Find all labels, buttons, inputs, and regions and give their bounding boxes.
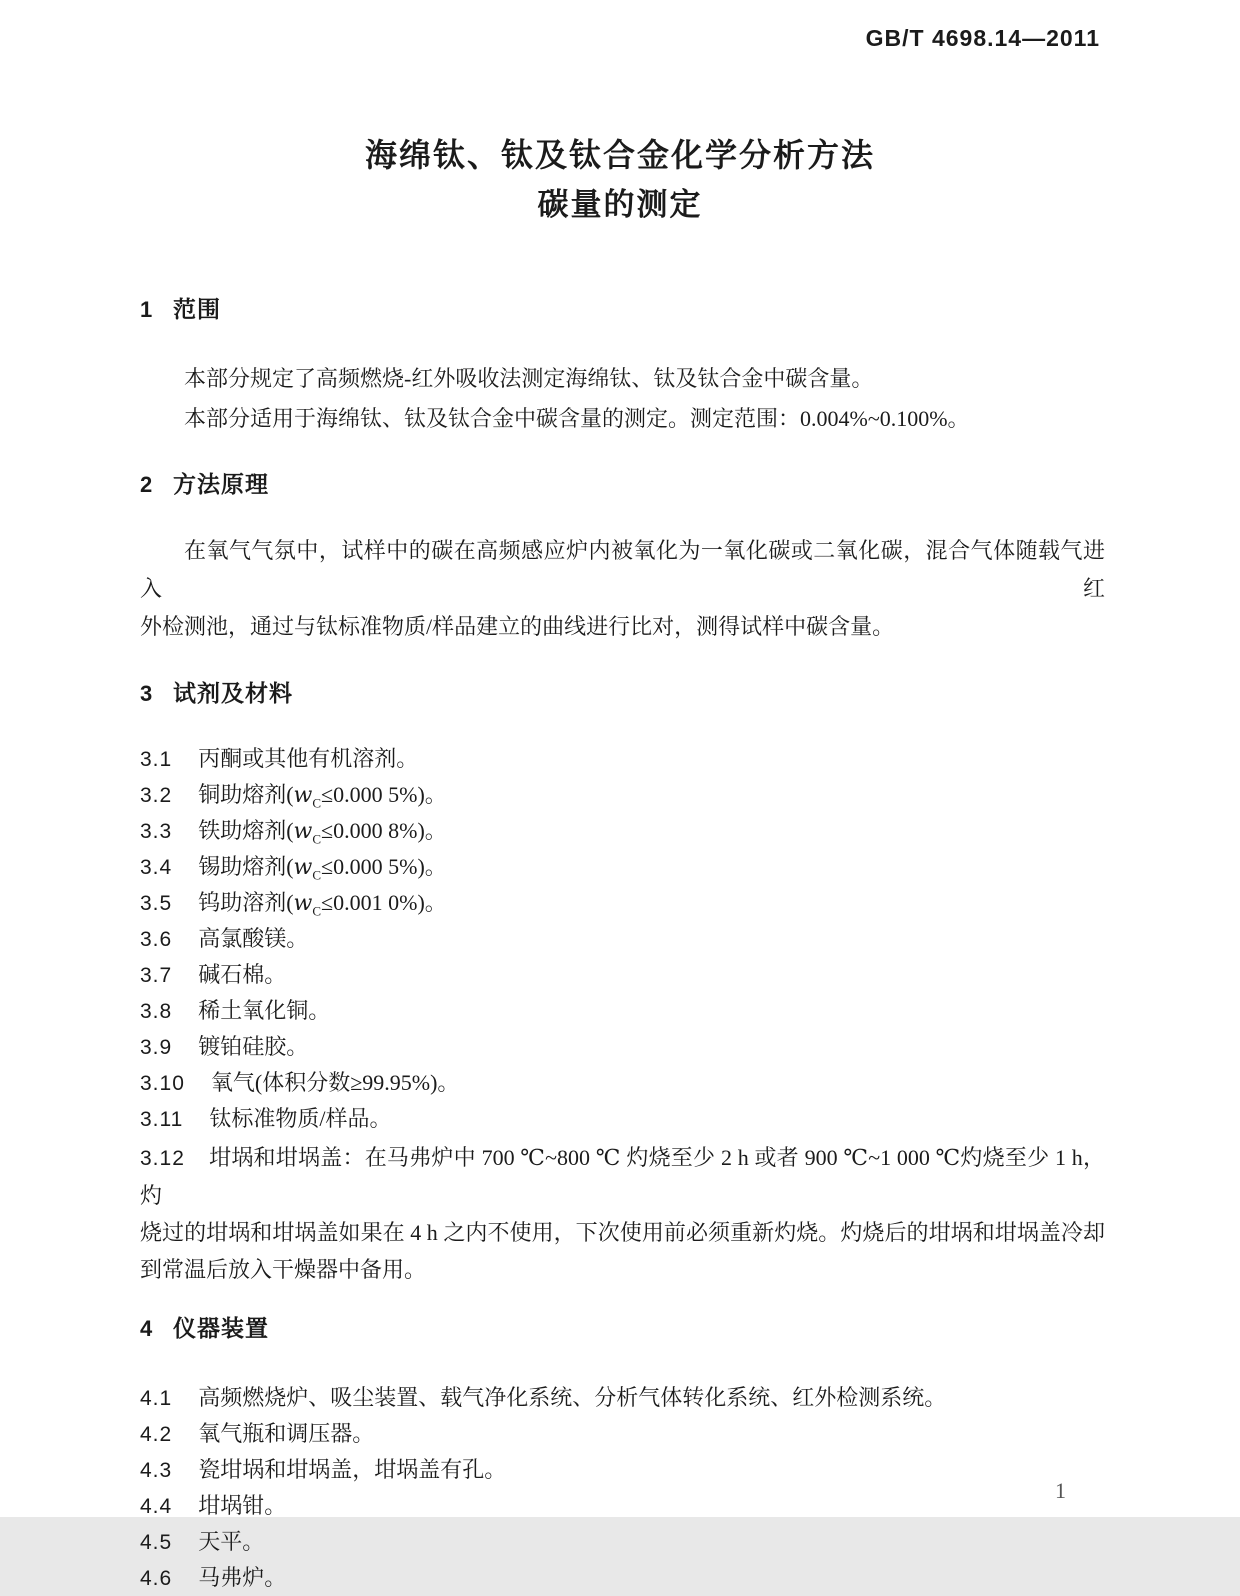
item-text: 钛标准物质/样品。	[209, 1106, 392, 1131]
item-number: 3.10	[140, 1072, 185, 1095]
item-number: 3.7	[140, 964, 173, 987]
list-item	[140, 849, 1105, 885]
section-1-heading	[140, 294, 1105, 325]
item-line: 3.12 坩埚和坩埚盖：在马弗炉中 700 ℃~800 ℃ 灼烧至少 2 h 或者 900 ℃~1 000 ℃灼烧至少 1 h，灼	[140, 1145, 1105, 1208]
item-number: 3.9	[140, 1036, 173, 1059]
item-text: 氧气(体积分数≥99.95%)。	[210, 1070, 460, 1095]
page-number: 1	[1055, 1478, 1066, 1503]
item-number: 3.8	[140, 1000, 173, 1023]
section-title: 试剂及材料	[173, 680, 293, 706]
item-number: 4.6	[140, 1567, 173, 1590]
section-number: 4	[140, 1316, 154, 1341]
title-line-2: 碳量的测定	[537, 187, 703, 222]
item-text: 马弗炉。	[198, 1565, 287, 1590]
list-item-multiline	[140, 1139, 1105, 1288]
document-title	[0, 136, 1240, 224]
item-text: 稀土氧化铜。	[198, 998, 331, 1023]
list-item	[140, 1029, 1105, 1065]
item-number: 4.5	[140, 1531, 173, 1554]
section-number: 1	[140, 297, 154, 322]
item-text: 氧气瓶和调压器。	[198, 1421, 375, 1446]
list-item	[140, 957, 1105, 993]
list-item	[140, 741, 1105, 777]
list-item	[140, 1065, 1105, 1101]
paragraph-line: 外检测池，通过与钛标准物质/样品建立的曲线进行比对，测得试样中碳含量。	[140, 614, 895, 639]
paragraph: 本部分适用于海绵钛、钛及钛合金中碳含量的测定。测定范围：0.004%~0.100%。	[184, 406, 970, 431]
item-number: 4.1	[140, 1387, 173, 1410]
list-item	[140, 777, 1105, 813]
item-text: 天平。	[198, 1529, 265, 1554]
standard-number: GB/T 4698.14—2011	[865, 25, 1100, 51]
item-text: 高氯酸镁。	[198, 926, 309, 951]
list-item	[140, 1560, 1105, 1596]
item-text: 瓷坩埚和坩埚盖，坩埚盖有孔。	[198, 1457, 507, 1482]
list-item	[140, 885, 1105, 921]
reagent-list	[140, 741, 1105, 1137]
list-item	[140, 1101, 1105, 1137]
item-number: 3.1	[140, 748, 173, 771]
item-text: 碱石棉。	[198, 962, 287, 987]
item-text: 钨助溶剂($w_C\le 0.001$ 0%)。	[198, 890, 447, 919]
title-line-1: 海绵钛、钛及钛合金化学分析方法	[364, 137, 875, 173]
section-title: 方法原理	[173, 471, 269, 497]
section-number: 3	[140, 681, 154, 706]
list-item	[140, 1380, 1105, 1416]
item-text: 高频燃烧炉、吸尘装置、载气净化系统、分析气体转化系统、红外检测系统。	[198, 1385, 947, 1410]
item-line: 到常温后放入干燥器中备用。	[140, 1257, 427, 1282]
item-text: 丙酮或其他有机溶剂。	[198, 746, 419, 771]
list-item	[140, 1416, 1105, 1452]
document-body	[140, 294, 1105, 1596]
item-number: 3.3	[140, 820, 173, 843]
list-item	[140, 993, 1105, 1029]
paragraph: 本部分规定了高频燃烧-红外吸收法测定海绵钛、钛及钛合金中碳含量。	[184, 366, 874, 391]
list-item	[140, 1524, 1105, 1560]
section-2-heading	[140, 469, 1105, 500]
item-number: 3.5	[140, 892, 173, 915]
list-item	[140, 921, 1105, 957]
section-number: 2	[140, 472, 154, 497]
item-number: 4.3	[140, 1459, 173, 1482]
list-item	[140, 1452, 1105, 1488]
paragraph-line: 在氧气气氛中，试样中的碳在高频感应炉内被氧化为一氧化碳或二氧化碳，混合气体随载气进入红	[140, 538, 1105, 601]
item-line: 烧过的坩埚和坩埚盖如果在 4 h 之内不使用，下次使用前必须重新灼烧。灼烧后的坩埚和坩埚盖冷却	[140, 1220, 1105, 1245]
item-number: 3.6	[140, 928, 173, 951]
item-text: 锡助熔剂($w_C\le 0.000$ 5%)。	[198, 854, 447, 883]
section-4-heading	[140, 1313, 1105, 1344]
item-number: 3.4	[140, 856, 173, 879]
item-text: 铁助熔剂($w_C\le 0.000$ 8%)。	[198, 818, 447, 847]
item-text: 坩埚钳。	[198, 1493, 287, 1518]
item-number: 3.11	[140, 1108, 184, 1131]
section-title: 范围	[173, 296, 221, 322]
item-text: 铜助熔剂($w_C\le 0.000$ 5%)。	[198, 782, 447, 811]
section-3-heading	[140, 678, 1105, 709]
section-title: 仪器装置	[173, 1315, 269, 1341]
list-item	[140, 813, 1105, 849]
list-item	[140, 1488, 1105, 1524]
item-number: 4.2	[140, 1423, 173, 1446]
item-text: 镀铂硅胶。	[198, 1034, 309, 1059]
item-number: 3.2	[140, 784, 173, 807]
item-number: 4.4	[140, 1495, 173, 1518]
apparatus-list	[140, 1380, 1105, 1596]
item-number: 3.12	[140, 1147, 185, 1170]
